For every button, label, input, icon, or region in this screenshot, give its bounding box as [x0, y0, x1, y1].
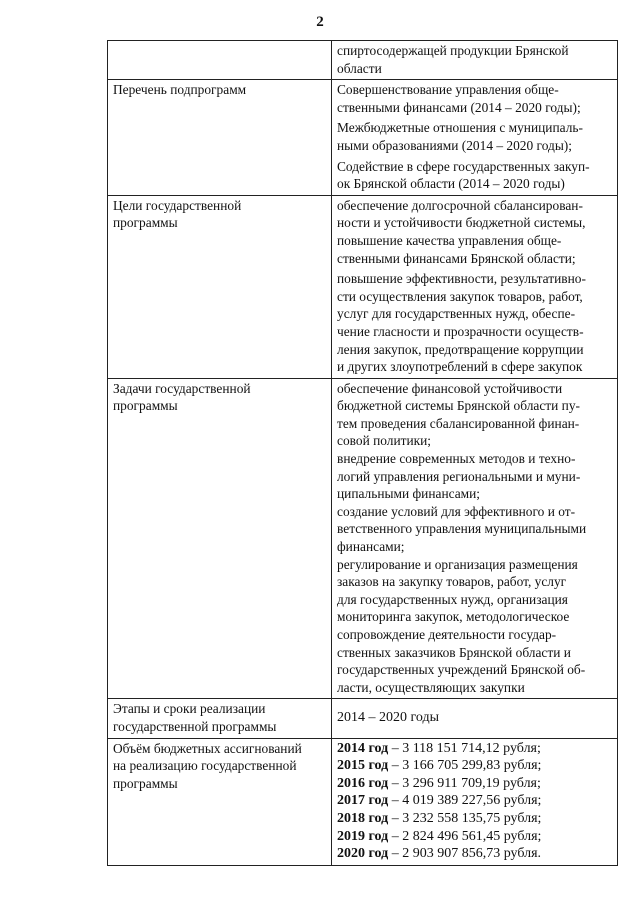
budget-amount: – 4 019 389 227,56 рубля;: [388, 793, 542, 809]
table-row-subprograms: [108, 80, 618, 196]
content-paragraph: обеспечение долгосрочной сбалансирован- ности и устойчивости бюджетной системы, повышение качества управления обще- ственными финансами Брянской области;: [337, 197, 586, 266]
budget-line: [337, 845, 613, 863]
table-row-stages: [108, 699, 618, 738]
budget-line: [337, 775, 613, 793]
row-label: Задачи государственной программы: [108, 378, 332, 699]
table-row-budget: [108, 738, 618, 865]
budget-line: [337, 792, 613, 810]
content-paragraph: обеспечение финансовой устойчивости бюджетной системы Брянской области пу- тем проведения сбалансированной финан- совой политики; внедрение современных методов и техно- логий управления региональными и муни- ципальными финансами; создание условий для эффективного и от- ветственного управления муниципальными финансами; регулирование и организация размещения заказов на закупку товаров, работ, услуг для государственных нужд, организация мониторинга закупок, методологическое сопровождение деятельности государ- ственных заказчиков Брянской области и государственных учреждений Брянской об- ласти, осуществляющих закупки: [337, 380, 587, 695]
budget-line: [337, 810, 613, 828]
row-label: [108, 41, 332, 80]
row-label: Цели государственной программы: [108, 195, 332, 378]
table-row-tasks: [108, 378, 618, 699]
budget-amount: – 3 296 911 709,19 рубля;: [388, 775, 541, 791]
row-content: [332, 80, 618, 196]
content-paragraph: Содействие в сфере государственных закуп- ок Брянской области (2014 – 2020 годы): [337, 158, 590, 192]
budget-year: 2017 год: [337, 793, 389, 809]
content-paragraph: повышение эффективности, результативно- сти осуществления закупок товаров, работ, услуг для государственных нужд, обеспе- чение гласности и прозрачности осуществ- ления закупок, предотвращение коррупции и других злоупотреблений в сфере закупок: [337, 271, 586, 375]
budget-year: 2014 год: [337, 740, 389, 756]
budget-amount: – 3 166 705 299,83 рубля;: [388, 758, 542, 774]
budget-year: 2018 год: [337, 810, 389, 826]
budget-year: 2019 год: [337, 828, 389, 844]
budget-line: [337, 828, 613, 846]
row-label: Перечень подпрограмм: [108, 80, 332, 196]
content-paragraph: 2014 – 2020 годы: [337, 710, 440, 726]
budget-amount: – 2 903 907 856,73 рубля.: [388, 846, 542, 862]
content-paragraph: Совершенствование управления обще- ственными финансами (2014 – 2020 годы);: [337, 82, 581, 115]
row-content: [332, 41, 618, 80]
budget-year: 2015 год: [337, 758, 389, 774]
program-passport-table: [107, 40, 618, 866]
content-paragraph: спиртосодержащей продукции Брянской области: [337, 43, 569, 76]
row-label: Этапы и сроки реализации государственной программы: [108, 699, 332, 738]
budget-line: [337, 757, 613, 775]
budget-year: 2016 год: [337, 775, 389, 791]
table-row-continuation: [108, 41, 618, 80]
row-label: Объём бюджетных ассигнований на реализацию государственной программы: [108, 738, 332, 865]
content-paragraph: Межбюджетные отношения с муниципаль- ными образованиями (2014 – 2020 годы);: [337, 120, 583, 153]
budget-year: 2020 год: [337, 846, 389, 862]
budget-amount: – 3 232 558 135,75 рубля;: [388, 810, 542, 826]
row-content: [332, 699, 618, 738]
row-content: [332, 378, 618, 699]
budget-line: [337, 740, 613, 758]
row-content: [332, 738, 618, 865]
table-row-goals: [108, 195, 618, 378]
row-content: [332, 195, 618, 378]
budget-amount: – 3 118 151 714,12 рубля;: [388, 740, 541, 756]
budget-amount: – 2 824 496 561,45 рубля;: [388, 828, 542, 844]
page-number: 2: [316, 14, 324, 30]
